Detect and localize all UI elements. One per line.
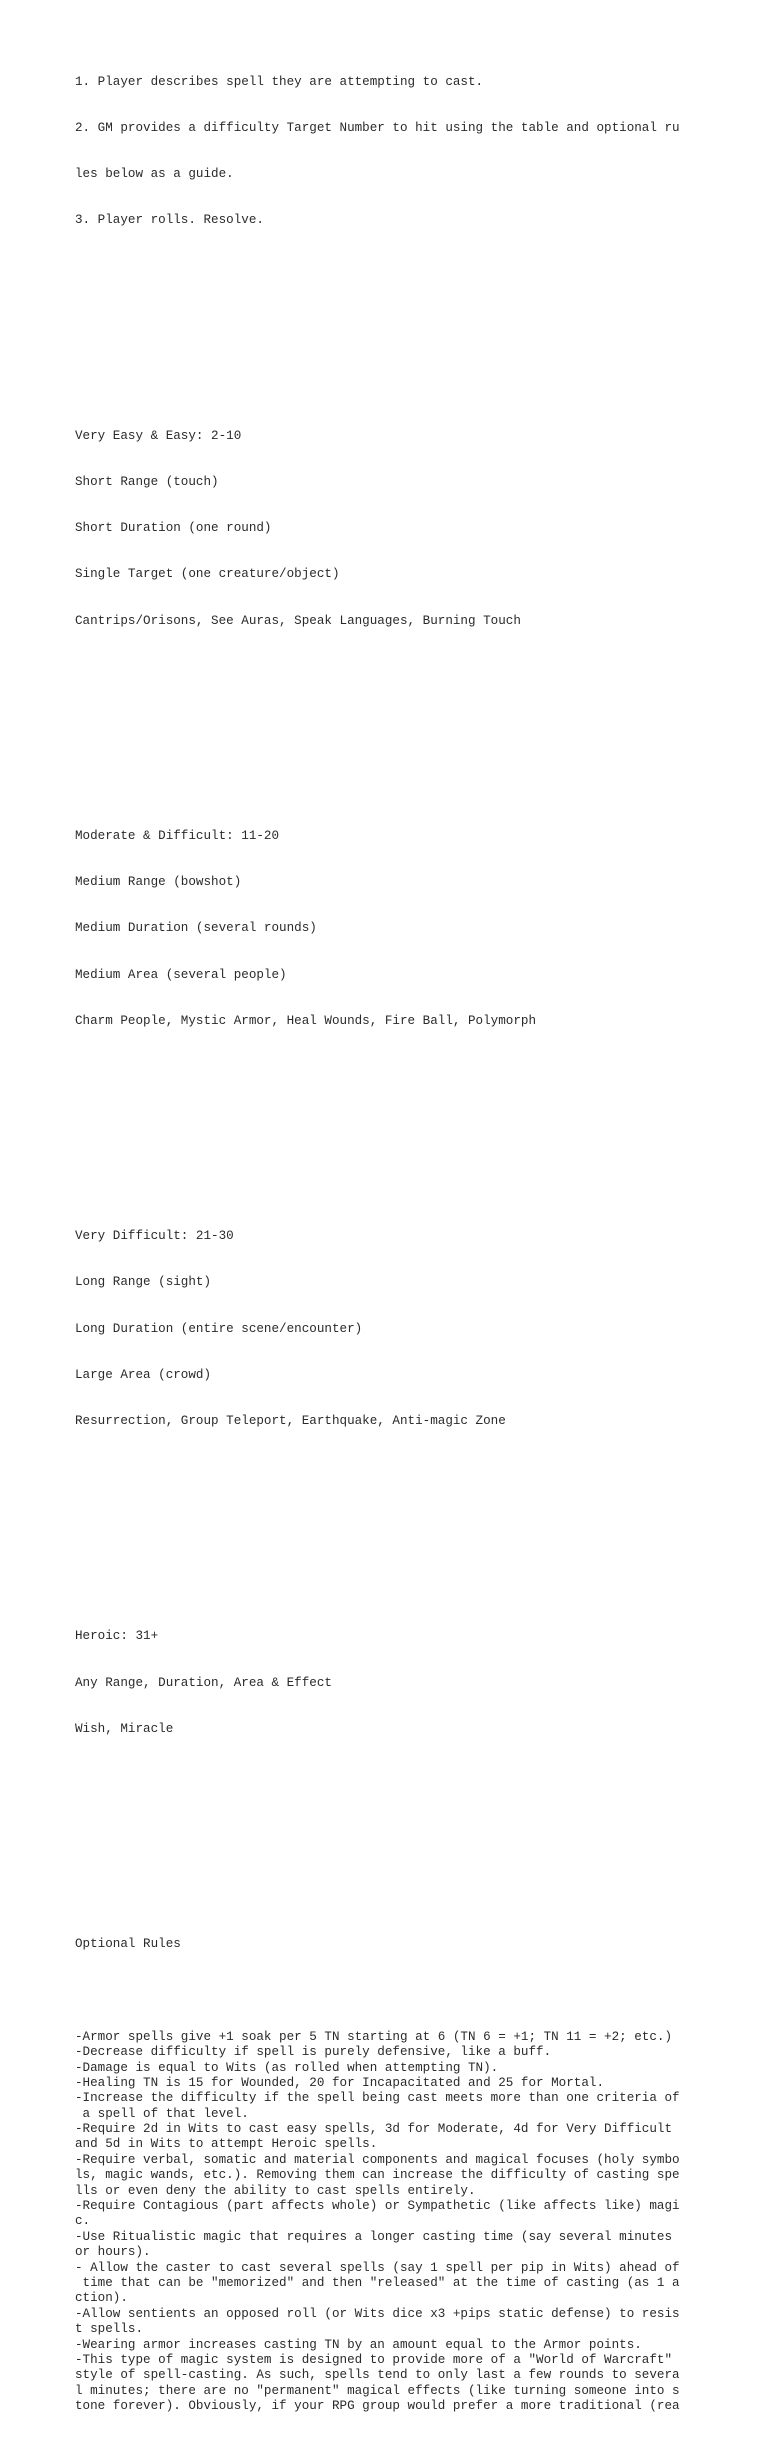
tier-line: Long Duration (entire scene/encounter)	[75, 1321, 363, 1336]
tier-line: Short Duration (one round)	[75, 521, 272, 536]
tier-very-difficult	[75, 1198, 755, 1460]
procedure-steps	[75, 44, 755, 260]
step-line: 3. Player rolls. Resolve.	[75, 213, 264, 228]
tier-very-easy	[75, 398, 755, 660]
tier-line: Medium Duration (several rounds)	[75, 921, 317, 936]
optional-rule-line: -Decrease difficulty if spell is purely defensive, like a buff.	[75, 2045, 552, 2060]
optional-rule-line: ls, magic wands, etc.). Removing them can increase the difficulty of casting spe	[75, 2168, 680, 2183]
optional-rule-line: -Armor spells give +1 soak per 5 TN starting at 6 (TN 6 = +1; TN 11 = +2; etc.)	[75, 2029, 673, 2044]
tier-heading: Very Easy & Easy: 2-10	[75, 428, 242, 443]
tier-examples: Cantrips/Orisons, See Auras, Speak Languages, Burning Touch	[75, 613, 521, 628]
step-line: 1. Player describes spell they are attempting to cast.	[75, 74, 484, 89]
tier-line: Large Area (crowd)	[75, 1367, 212, 1382]
tier-moderate	[75, 798, 755, 1060]
tier-heading: Heroic: 31+	[75, 1629, 159, 1644]
optional-rule-line: -This type of magic system is designed to provide more of a "World of Warcraft"	[75, 2352, 673, 2367]
tier-line: Single Target (one creature/object)	[75, 567, 340, 582]
optional-rule-line: t spells.	[75, 2322, 144, 2337]
optional-rule-line: -Require 2d in Wits to cast easy spells, 3d for Moderate, 4d for Very Difficult	[75, 2122, 673, 2137]
optional-rule-line: -Damage is equal to Wits (as rolled when attempting TN).	[75, 2060, 499, 2075]
optional-rule-line: tone forever). Obviously, if your RPG group would prefer a more traditional (rea	[75, 2399, 680, 2414]
optional-rule-line: -Use Ritualistic magic that requires a longer casting time (say several minutes	[75, 2229, 673, 2244]
optional-rule-line: - Allow the caster to cast several spells (say 1 spell per pip in Wits) ahead of	[75, 2260, 680, 2275]
optional-rule-line: -Healing TN is 15 for Wounded, 20 for Incapacitated and 25 for Mortal.	[75, 2075, 605, 2090]
tier-heading: Very Difficult: 21-30	[75, 1229, 234, 1244]
tier-line: Medium Range (bowshot)	[75, 875, 242, 890]
step-line: 2. GM provides a difficulty Target Number to hit using the table and optional ru	[75, 120, 680, 135]
tier-line: Medium Area (several people)	[75, 967, 287, 982]
optional-rule-line: or hours).	[75, 2245, 151, 2260]
tier-examples: Wish, Miracle	[75, 1721, 174, 1736]
tier-line: Short Range (touch)	[75, 474, 219, 489]
optional-rule-line: -Require Contagious (part affects whole) or Sympathetic (like affects like) magi	[75, 2199, 680, 2214]
tier-examples: Resurrection, Group Teleport, Earthquake, Anti-magic Zone	[75, 1414, 506, 1429]
optional-rule-line: -Require verbal, somatic and material components and magical focuses (holy symbo	[75, 2152, 680, 2167]
tier-heading: Moderate & Difficult: 11-20	[75, 828, 280, 843]
optional-rules	[75, 1907, 755, 2446]
optional-rule-line: -Allow sentients an opposed roll (or Wits dice x3 +pips static defense) to resis	[75, 2306, 680, 2321]
optional-rule-line: style of spell-casting. As such, spells tend to only last a few rounds to severa	[75, 2368, 680, 2383]
optional-rule-line: lls or even deny the ability to cast spells entirely.	[75, 2183, 476, 2198]
tier-examples: Charm People, Mystic Armor, Heal Wounds, Fire Ball, Polymorph	[75, 1013, 537, 1028]
optional-rule-line: c.	[75, 2214, 91, 2229]
optional-rule-line: -Increase the difficulty if the spell being cast meets more than one criteria of	[75, 2091, 680, 2106]
tier-line: Long Range (sight)	[75, 1275, 212, 1290]
optional-rule-line: and 5d in Wits to attempt Heroic spells.	[75, 2137, 378, 2152]
optional-rule-line: ction).	[75, 2291, 128, 2306]
optional-rule-line: a spell of that level.	[75, 2106, 249, 2121]
step-line: les below as a guide.	[75, 167, 234, 182]
optional-rules-list	[75, 2030, 755, 2415]
document-body	[75, 13, 755, 2461]
optional-rules-heading: Optional Rules	[75, 1937, 181, 1952]
optional-rule-line: time that can be "memorized" and then "released" at the time of casting (as 1 a	[75, 2276, 680, 2290]
tier-heroic	[75, 1599, 755, 1768]
tier-line: Any Range, Duration, Area & Effect	[75, 1675, 332, 1690]
optional-rule-line: l minutes; there are no "permanent" magical effects (like turning someone into s	[75, 2383, 680, 2398]
optional-rule-line: -Wearing armor increases casting TN by an amount equal to the Armor points.	[75, 2337, 642, 2352]
